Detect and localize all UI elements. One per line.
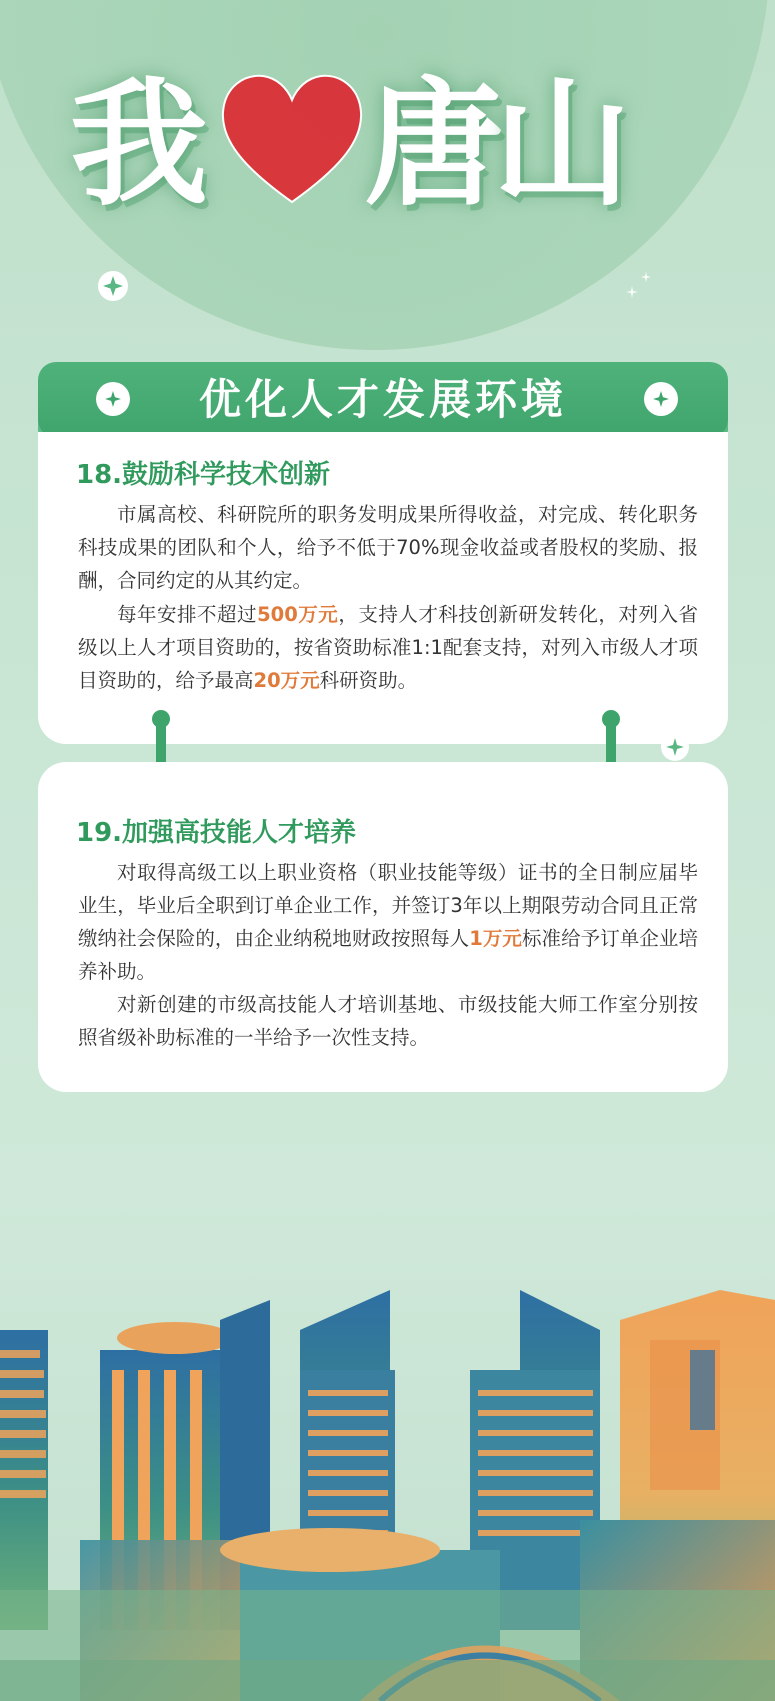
poster-title: [0, 64, 775, 225]
card-paragraph: 对新创建的市级高技能人才培训基地、市级技能大师工作室分别按照省级补助标准的一半给予一次性支持。: [78, 993, 698, 1049]
card-paragraph: [78, 598, 698, 697]
section-banner: [38, 362, 728, 438]
title-char-shan: 山: [493, 64, 632, 225]
card-paragraph: [78, 856, 698, 988]
policy-card-19: [38, 762, 728, 1092]
banner-title: 优化人才发展环境: [198, 375, 567, 424]
text-run: 科研资助。: [319, 669, 418, 692]
text-run: 对取得高级工以上职业资格（职业技能等级）证书的全日制应届毕业生，毕业后全职到订单企业工作，并签订3年以上期限劳动合同且正常缴纳社会保险的，由企业纳税地财政按照每人: [78, 861, 698, 950]
sparkle-icon: [660, 732, 690, 762]
text-run: 标准给予订单企业培养补助。: [78, 927, 698, 983]
sparkle-icon: [97, 270, 129, 302]
skyline-illustration: [0, 1290, 775, 1701]
highlight-amount: 500万元: [257, 603, 339, 626]
card-title: 19.加强高技能人才培养: [76, 818, 357, 848]
highlight-amount: 20万元: [253, 669, 320, 692]
sparkle-icon: [644, 382, 678, 416]
title-char-wo: 我: [70, 64, 209, 225]
heart-icon: [217, 70, 367, 210]
sparkle-icon: [622, 268, 656, 302]
text-run: ，支持人才科技创新研发转化，对列入省级以上人才项目资助的，按省资助标准1:1配套支持，对列入市级人才项目资助的，给予最高: [78, 603, 698, 692]
text-run: 每年安排不超过: [117, 603, 258, 626]
card-paragraph: 市属高校、科研院所的职务发明成果所得收益，对完成、转化职务科技成果的团队和个人，给予不低于70%现金收益或者股权的奖励、报酬，合同约定的从其约定。: [78, 503, 698, 592]
highlight-amount: 1万元: [469, 927, 522, 950]
policy-card-18: [38, 432, 728, 744]
card-title: 18.鼓励科学技术创新: [76, 460, 331, 490]
title-char-tang: 唐: [365, 64, 504, 225]
